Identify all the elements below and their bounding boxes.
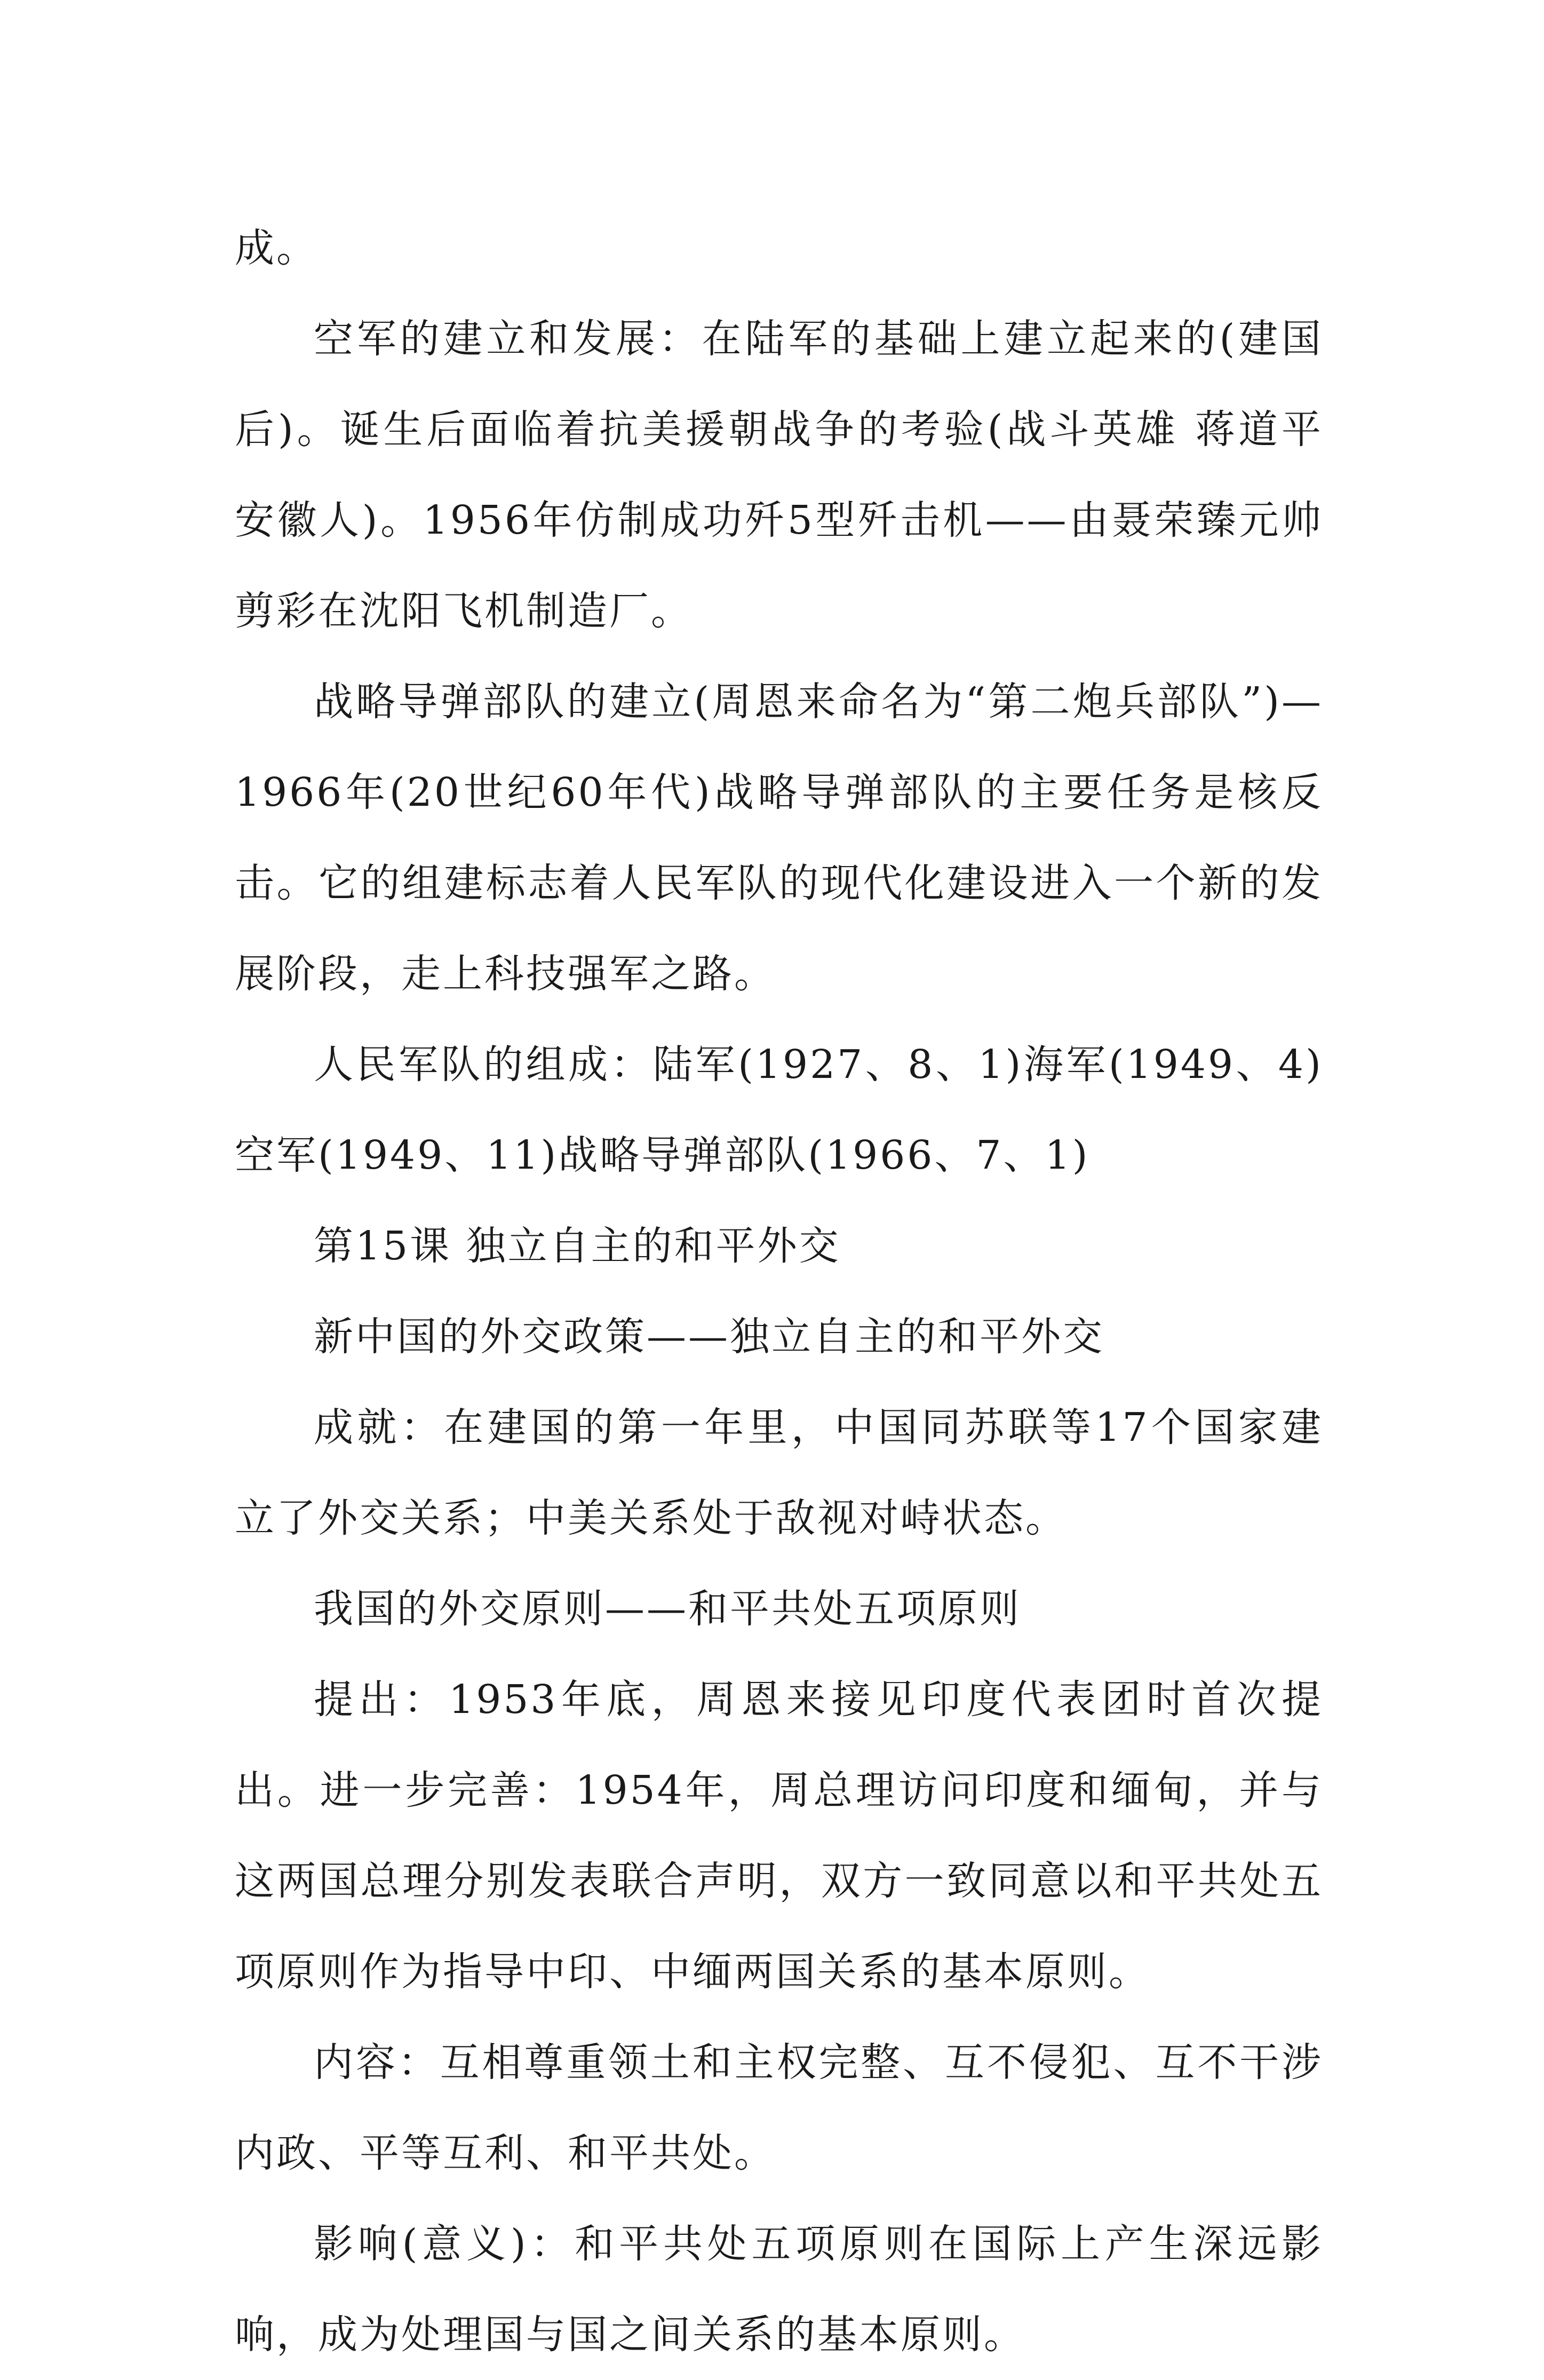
paragraph-strategic-missile: 战略导弹部队的建立(周恩来命名为“第二炮兵部队”)— 1966年(20世纪60年代)战略导弹部队的主要任务是核反击。它的组建标志着人民军队的现代化建设进入一个新的发展阶段，走上科技强军之路。 — [235, 679, 1323, 997]
paragraph-principles: 我国的外交原则——和平共处五项原则 — [314, 1586, 1021, 1632]
paragraph-air-force: 空军的建立和发展：在陆军的基础上建立起来的(建国后)。诞生后面临着抗美援朝战争的考验(战斗英雄 蒋道平 安徽人)。1956年仿制成功歼5型歼击机——由聂荣臻元帅剪彩在沈阳飞机制造厂。 — [235, 316, 1323, 634]
paragraph-continuation: 成。 — [235, 225, 318, 271]
lesson-heading: 第15课 独立自主的和平外交 — [314, 1223, 841, 1269]
paragraph-army-composition: 人民军队的组成：陆军(1927、8、1)海军(1949、4)空军(1949、11)战略导弹部队(1966、7、1) — [235, 1042, 1323, 1178]
paragraph-foreign-policy: 新中国的外交政策——独立自主的和平外交 — [314, 1314, 1104, 1360]
paragraph-achievements: 成就：在建国的第一年里，中国同苏联等17个国家建立了外交关系；中美关系处于敌视对峙状态。 — [235, 1405, 1323, 1541]
paragraph-content: 内容：互相尊重领土和主权完整、互不侵犯、互不干涉内政、平等互利、和平共处。 — [235, 2040, 1323, 2176]
document-body — [235, 203, 1323, 2380]
paragraph-influence: 影响(意义)：和平共处五项原则在国际上产生深远影响，成为处理国与国之间关系的基本原则。 — [235, 2221, 1323, 2358]
paragraph-proposal: 提出：1953年底，周恩来接见印度代表团时首次提出。进一步完善：1954年，周总理访问印度和缅甸，并与这两国总理分别发表联合声明，双方一致同意以和平共处五项原则作为指导中印、中缅两国关系的基本原则。 — [235, 1677, 1323, 1995]
